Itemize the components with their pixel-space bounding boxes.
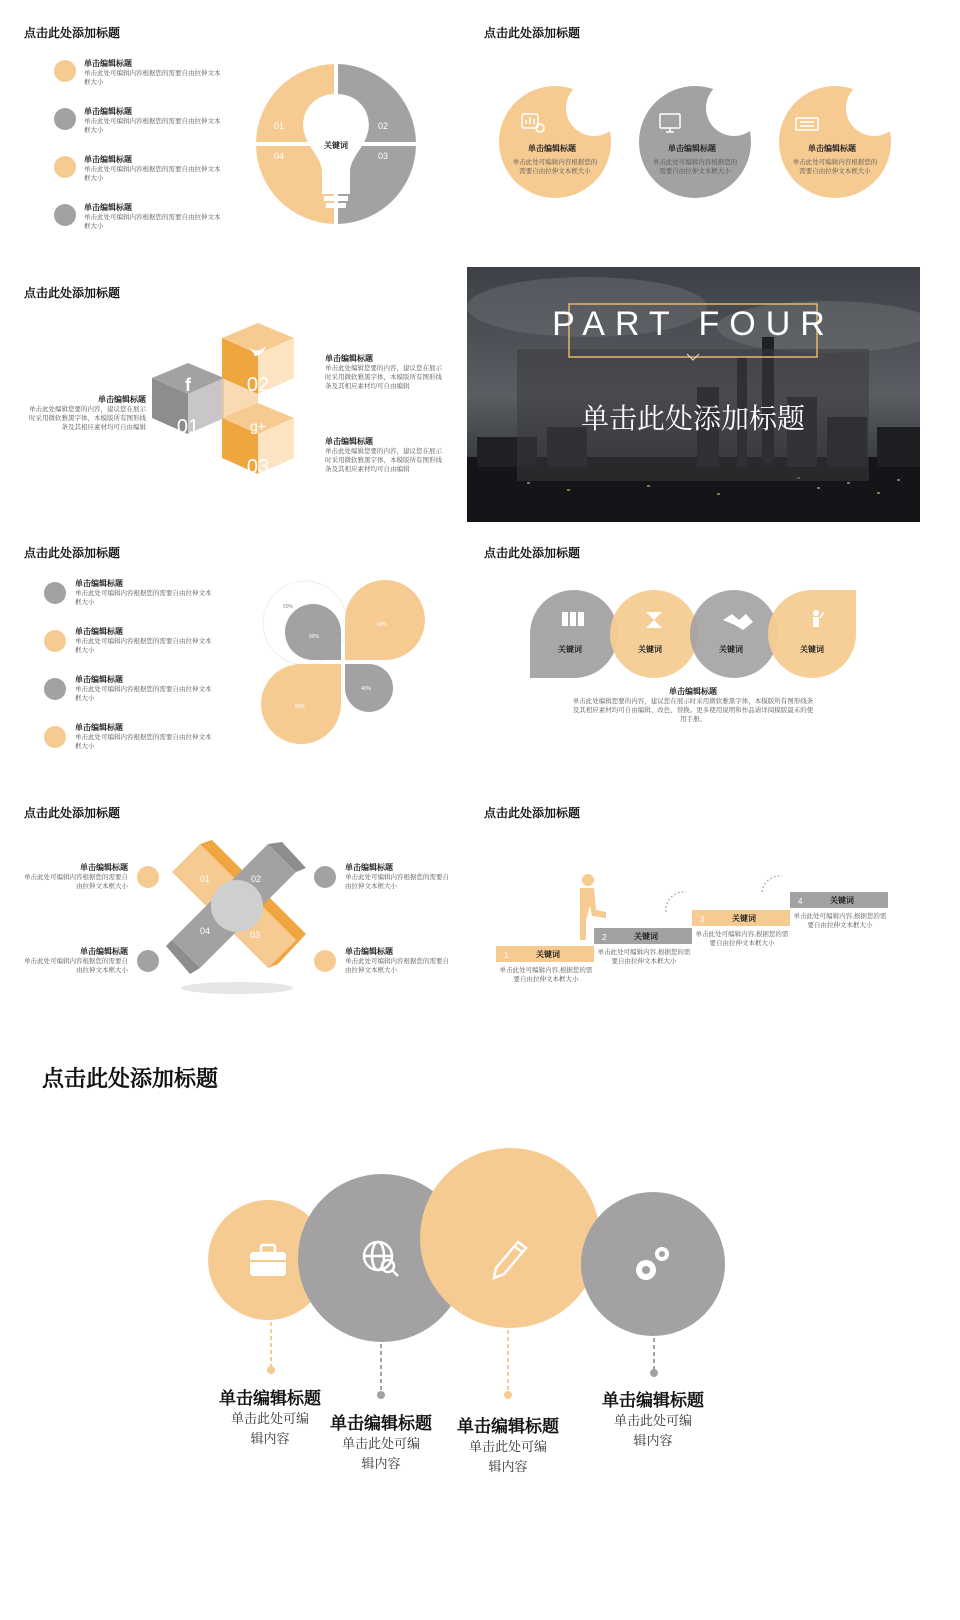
drop-shape bbox=[610, 590, 698, 678]
slide-title: 点击此处添加标题 bbox=[42, 1066, 219, 1091]
keyword-label: 关键词 bbox=[558, 645, 582, 654]
list-item: 单击编辑标题 单击此处可编辑内容根据您的需要自由拉伸文本框大小 bbox=[84, 59, 221, 86]
slide-keyword-drops bbox=[460, 528, 920, 778]
moon-shape bbox=[499, 86, 611, 198]
step-desc: 单击此处可编辑内容,根据您的需要自由拉伸文本框大小 bbox=[695, 931, 789, 947]
list-item: 单击编辑标题 单击此处可编辑内容根据您的需要自由拉伸文本框大小 bbox=[84, 203, 221, 230]
slide-title: 点击此处添加标题 bbox=[484, 806, 581, 820]
slide-title: 点击此处添加标题 bbox=[24, 286, 121, 300]
slide-cubes bbox=[0, 268, 460, 518]
number-label: 03 bbox=[377, 151, 389, 161]
google-plus-icon: g+ bbox=[250, 418, 266, 434]
moon-shape bbox=[779, 86, 891, 198]
center-keyword: 关键词 bbox=[324, 141, 348, 150]
circle-3 bbox=[420, 1148, 600, 1328]
item-desc: 单击此处可编辑内容根据您的需要自由拉伸文本框大小 bbox=[512, 159, 598, 175]
list-item: 单击编辑标题 单击此处可编辑内容根据您的需要自由拉伸文本框大小 bbox=[24, 947, 128, 974]
percent-label: 90% bbox=[376, 622, 388, 628]
list-item: 单击编辑标题 单击此处可编辑内容根据您的需要自由拉伸文本框大小 bbox=[345, 863, 449, 890]
list-item: 单击编辑标题 单击此处可编辑内容根据您的需要自由拉伸文本框大小 bbox=[24, 863, 128, 890]
facebook-icon: f bbox=[185, 375, 191, 395]
circle-diagram bbox=[0, 1130, 960, 1420]
bulb-base bbox=[324, 196, 348, 201]
moon-shape bbox=[639, 86, 751, 198]
step-label: 关键词 bbox=[634, 932, 658, 941]
slide-title: 点击此处添加标题 bbox=[24, 546, 121, 560]
percent-label: 50% bbox=[282, 604, 294, 610]
step-label: 关键词 bbox=[536, 950, 560, 959]
item-desc: 单击此处可编辑内容根据您的需要自由拉伸文本框大小 bbox=[792, 159, 878, 175]
percent-label: 90% bbox=[308, 634, 320, 640]
petal-90-gray bbox=[282, 604, 341, 660]
right-top-text: 单击编辑标题 单击此处编辑您要的内容，建议您在展示时采用微软雅黑字体，本模版所有图形线条及其相应素材均可自由编辑 bbox=[325, 354, 442, 390]
drop-shapes bbox=[460, 528, 920, 778]
number-label: 03 bbox=[246, 456, 270, 478]
slide-petals bbox=[0, 528, 460, 778]
slide-title: 点击此处添加标题 bbox=[484, 546, 581, 560]
number-label: 02 bbox=[377, 121, 389, 131]
drop-shape bbox=[530, 590, 618, 678]
slide-title: 点击此处添加标题 bbox=[24, 26, 121, 40]
step-desc: 单击此处可编辑内容,根据您的需要自由拉伸文本框大小 bbox=[597, 949, 691, 965]
slide-title: 点击此处添加标题 bbox=[24, 806, 121, 820]
slide-moons bbox=[460, 8, 920, 258]
step-label: 关键词 bbox=[732, 914, 756, 923]
number-label: 02 bbox=[250, 874, 262, 884]
list-item: 单击编辑标题 单击此处可编辑内容根据您的需要自由拉伸文本框大小 bbox=[84, 107, 221, 134]
keyword-label: 关键词 bbox=[800, 645, 824, 654]
number-label: 04 bbox=[273, 151, 285, 161]
item-title: 单击编辑标题 bbox=[668, 144, 716, 153]
step-number: 3 bbox=[700, 915, 705, 924]
step-desc: 单击此处可编辑内容,根据您的需要自由拉伸文本框大小 bbox=[499, 967, 593, 983]
percent-label: 80% bbox=[294, 704, 306, 710]
step-desc: 单击此处可编辑内容,根据您的需要自由拉伸文本框大小 bbox=[793, 913, 887, 929]
item-title: 单击编辑标题 bbox=[808, 144, 856, 153]
binders-icon bbox=[562, 612, 584, 626]
item-title: 单击编辑标题 bbox=[528, 144, 576, 153]
slide-stairs bbox=[460, 788, 920, 1038]
number-label: 04 bbox=[199, 926, 211, 936]
description-block: 单击编辑标题 单击此处编辑您要的内容，建议您在展示时采用微软雅黑字体，本模版所有图形线条及其相应素材均可自由编辑、改色、替换。更多使用说明和作品请详阅模版最末的使用手册。 bbox=[572, 687, 814, 723]
slide-cross bbox=[0, 788, 460, 1038]
step-number: 4 bbox=[798, 897, 803, 906]
list-item: 单击编辑标题 单击此处可编辑内容根据您的需要自由拉伸文本框大小 bbox=[75, 627, 212, 654]
part-label: PART FOUR bbox=[552, 305, 835, 343]
number-label: 01 bbox=[199, 874, 211, 884]
slide-title: 点击此处添加标题 bbox=[484, 26, 581, 40]
list-item: 单击编辑标题 单击此处可编辑内容根据您的需要自由拉伸文本框大小 bbox=[84, 155, 221, 182]
slide-bulb bbox=[0, 8, 460, 258]
petal-90-orange bbox=[345, 580, 425, 660]
step-number: 2 bbox=[602, 933, 607, 942]
step-label: 关键词 bbox=[830, 896, 854, 905]
drop-shape bbox=[768, 590, 856, 678]
cube-diagram bbox=[0, 268, 460, 518]
slide-part-four bbox=[467, 267, 920, 522]
circle-label-3: 单击编辑标题 单击此处可编 辑内容 bbox=[457, 1417, 559, 1474]
cross-ribbons bbox=[0, 788, 460, 1038]
center-circle bbox=[211, 880, 263, 932]
list-item: 单击编辑标题 单击此处可编辑内容根据您的需要自由拉伸文本框大小 bbox=[75, 675, 212, 702]
list-item: 单击编辑标题 单击此处可编辑内容根据您的需要自由拉伸文本框大小 bbox=[345, 947, 449, 974]
moon-shapes bbox=[460, 8, 920, 258]
circle-label-2: 单击编辑标题 单击此处可编 辑内容 bbox=[330, 1414, 432, 1471]
list-item: 单击编辑标题 单击此处可编辑内容根据您的需要自由拉伸文本框大小 bbox=[75, 579, 212, 606]
step-number: 1 bbox=[504, 951, 509, 960]
left-text: 单击编辑标题 单击此处编辑您要的内容，建议您在展示时采用微软雅黑字体，本模版所有图形线条及其相应素材均可自由编辑 bbox=[29, 395, 146, 431]
bulb-base bbox=[326, 203, 346, 208]
number-label: 02 bbox=[246, 374, 270, 396]
bulb-diagram bbox=[0, 8, 460, 258]
drop-shape bbox=[690, 590, 778, 678]
right-bottom-text: 单击编辑标题 单击此处编辑您要的内容，建议您在展示时采用微软雅黑字体，本模版所有图形线条及其相应素材均可自由编辑 bbox=[325, 437, 442, 473]
circle-label-4: 单击编辑标题 单击此处可编 辑内容 bbox=[602, 1391, 704, 1448]
number-label: 01 bbox=[176, 416, 200, 438]
list-item: 单击编辑标题 单击此处可编辑内容根据您的需要自由拉伸文本框大小 bbox=[75, 723, 212, 750]
number-label: 03 bbox=[249, 930, 261, 940]
number-label: 01 bbox=[273, 121, 285, 131]
petal-chart bbox=[0, 528, 460, 778]
keyword-label: 关键词 bbox=[638, 645, 662, 654]
percent-label: 40% bbox=[360, 686, 372, 692]
keyword-label: 关键词 bbox=[719, 645, 743, 654]
item-desc: 单击此处可编辑内容根据您的需要自由拉伸文本框大小 bbox=[652, 159, 738, 175]
part-title: 单击此处添加标题 bbox=[580, 403, 805, 434]
circle-label-1: 单击编辑标题 单击此处可编 辑内容 bbox=[219, 1389, 321, 1446]
